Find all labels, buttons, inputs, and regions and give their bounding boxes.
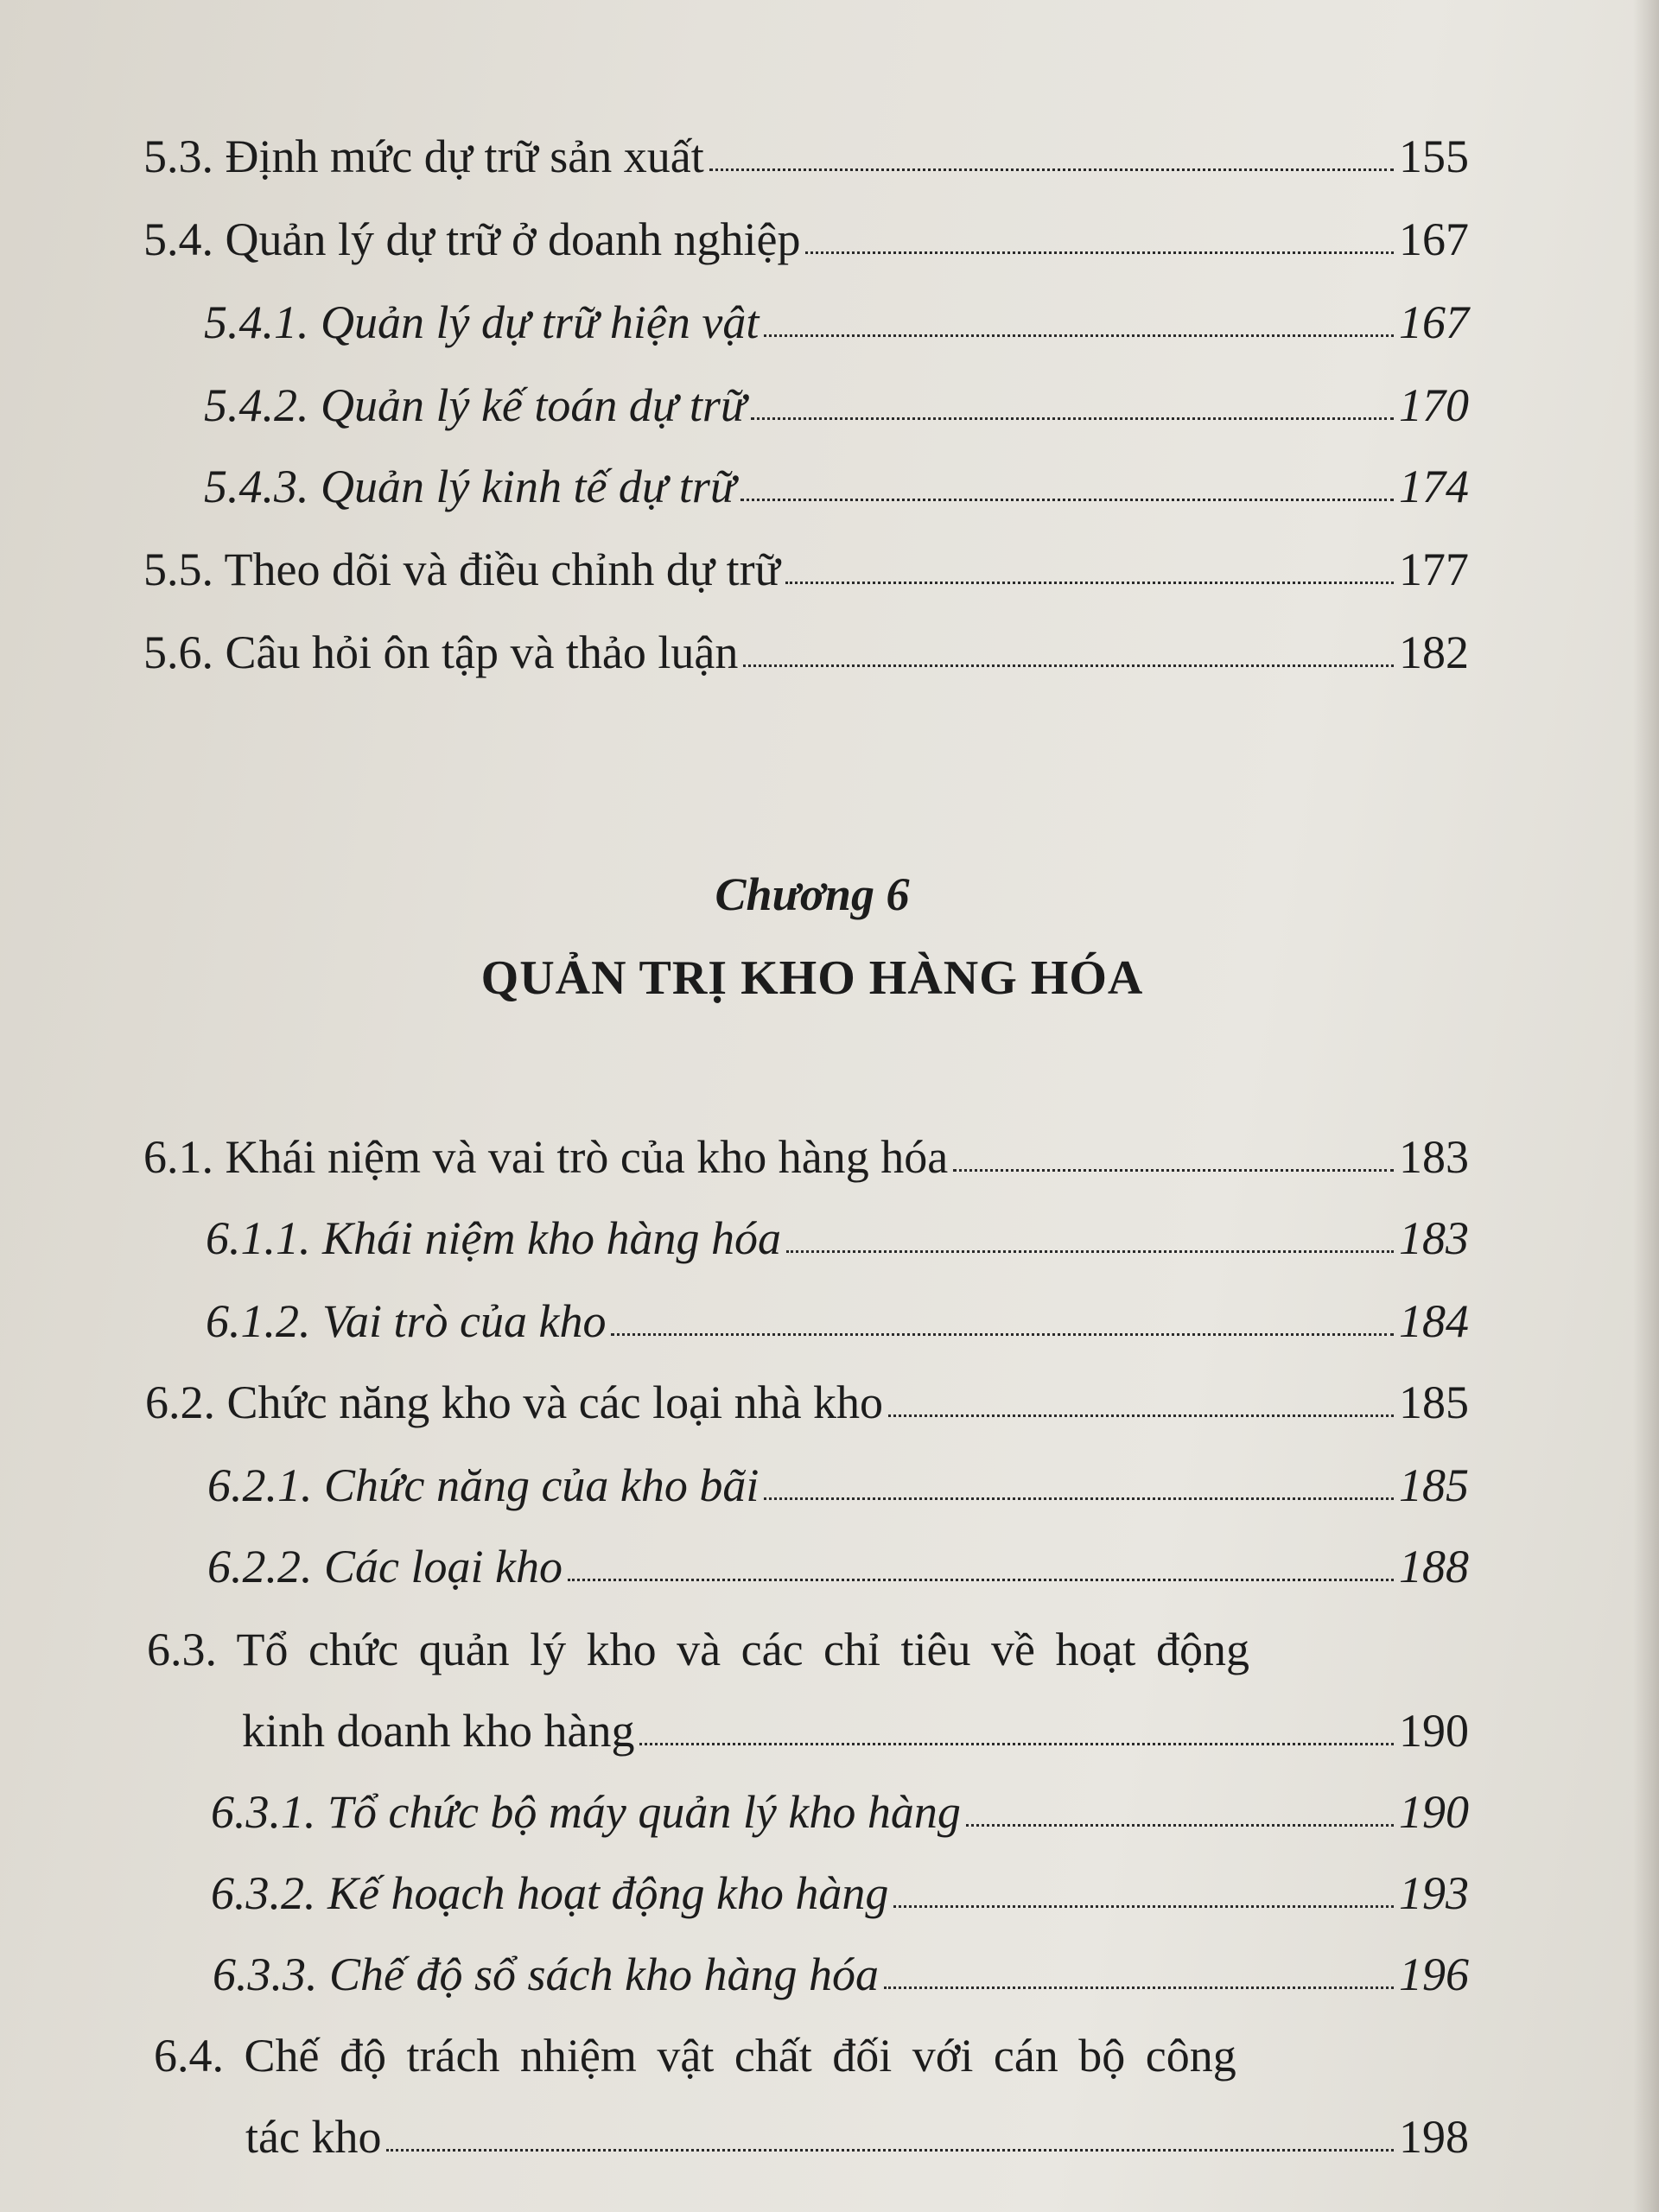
dot-leader <box>966 1824 1394 1827</box>
page-edge-shadow <box>1633 0 1659 2212</box>
dot-leader <box>709 168 1394 171</box>
toc-page-number: 177 <box>1399 543 1469 595</box>
toc-entry-5-6 <box>143 607 1469 676</box>
toc-entry-text: 6.2.2. Các loại kho <box>207 1541 563 1592</box>
toc-entry-6-3-line1: 6.3. Tổ chức quản lý kho và các chỉ tiêu về hoạt động <box>147 1624 1249 1675</box>
toc-page-number: 185 <box>1399 1376 1469 1428</box>
dot-leader <box>888 1414 1394 1417</box>
toc-page-number: 167 <box>1399 213 1469 265</box>
toc-entry-6-3-2 <box>211 1847 1469 1919</box>
toc-entry-text: 6.2. Chức năng kho và các loại nhà kho <box>145 1376 884 1428</box>
toc-page-number: 185 <box>1399 1459 1469 1511</box>
toc-entry-text: kinh doanh kho hàng <box>242 1705 635 1757</box>
toc-page-number: 167 <box>1399 296 1469 348</box>
toc-page-number: 170 <box>1399 379 1469 431</box>
toc-entry-text: 6.3.2. Kế hoạch hoạt động kho hàng <box>211 1867 889 1919</box>
toc-entry-5-4-3 <box>204 441 1469 510</box>
dot-leader <box>953 1169 1394 1172</box>
toc-entry-6-2-1 <box>207 1440 1469 1509</box>
toc-page-number: 182 <box>1399 626 1469 678</box>
toc-entry-6-1 <box>143 1111 1469 1183</box>
toc-entry-5-5 <box>143 524 1469 593</box>
toc-entry-5-4-2 <box>204 359 1469 429</box>
dot-leader <box>893 1905 1394 1908</box>
toc-page-number: 155 <box>1399 130 1469 182</box>
toc-entry-text: 5.4. Quản lý dự trữ ở doanh nghiệp <box>143 213 801 265</box>
dot-leader <box>786 1250 1394 1253</box>
dot-leader <box>764 334 1394 337</box>
toc-page-number: 198 <box>1399 2111 1469 2163</box>
toc-entry-6-3-1 <box>211 1766 1469 1838</box>
toc-entry-6-4 <box>245 2091 1469 2163</box>
toc-entry-text: 5.4.3. Quản lý kinh tế dự trữ <box>204 461 736 512</box>
dot-leader <box>751 417 1394 420</box>
toc-page-number: 190 <box>1399 1705 1469 1757</box>
toc-entry-6-1-2 <box>206 1275 1469 1347</box>
dot-leader <box>386 2149 1394 2152</box>
dot-leader <box>805 251 1394 254</box>
dot-leader <box>764 1497 1394 1500</box>
toc-page-number: 196 <box>1399 1948 1469 2000</box>
toc-entry-text: 6.1.2. Vai trò của kho <box>206 1295 607 1347</box>
toc-entry-6-4-line1: 6.4. Chế độ trách nhiệm vật chất đối với cán bộ công <box>154 2030 1236 2082</box>
toc-entry-5-4 <box>143 194 1469 263</box>
chapter-title: QUẢN TRỊ KHO HÀNG HÓA <box>480 951 1144 1005</box>
toc-entry-5-3 <box>143 111 1469 180</box>
toc-entry-6-1-1 <box>206 1192 1469 1262</box>
toc-entry-text: 5.4.2. Quản lý kế toán dự trữ <box>204 379 747 431</box>
dot-leader <box>611 1333 1394 1336</box>
toc-page-number: 174 <box>1399 461 1469 512</box>
dot-leader <box>568 1579 1394 1581</box>
dot-leader <box>743 664 1394 667</box>
toc-entry-text: 5.5. Theo dõi và điều chỉnh dự trữ <box>143 543 780 595</box>
toc-entry-5-4-1 <box>204 276 1469 346</box>
toc-entry-6-2-2 <box>207 1521 1469 1590</box>
toc-page-number: 193 <box>1399 1867 1469 1919</box>
toc-entry-text: 5.6. Câu hỏi ôn tập và thảo luận <box>143 626 739 678</box>
toc-page-number: 188 <box>1399 1541 1469 1592</box>
toc-entry-text: tác kho <box>245 2111 382 2163</box>
toc-entry-text: 6.1. Khái niệm và vai trò của kho hàng hóa <box>143 1131 949 1183</box>
toc-entry-text: 6.3.1. Tổ chức bộ máy quản lý kho hàng <box>211 1786 961 1838</box>
toc-entry-text: 6.2.1. Chức năng của kho bãi <box>207 1459 760 1511</box>
toc-entry-text: 5.3. Định mức dự trữ sản xuất <box>143 130 704 182</box>
toc-entry-6-2 <box>145 1357 1469 1426</box>
dot-leader <box>785 582 1394 584</box>
toc-page-number: 183 <box>1399 1212 1469 1264</box>
toc-entry-text: 6.1.1. Khái niệm kho hàng hóa <box>206 1212 781 1264</box>
toc-page-number: 183 <box>1399 1131 1469 1183</box>
toc-entry-text: 5.4.1. Quản lý dự trữ hiện vật <box>204 296 760 348</box>
toc-entry-6-3-3 <box>213 1929 1469 1998</box>
toc-page-number: 190 <box>1399 1786 1469 1838</box>
chapter-label: Chương 6 <box>715 868 910 920</box>
toc-page-number: 184 <box>1399 1295 1469 1347</box>
dot-leader <box>741 499 1394 501</box>
toc-entry-6-3 <box>242 1685 1469 1757</box>
dot-leader <box>884 1986 1394 1989</box>
dot-leader <box>639 1743 1394 1745</box>
toc-entry-text: 6.3.3. Chế độ sổ sách kho hàng hóa <box>213 1948 879 2000</box>
